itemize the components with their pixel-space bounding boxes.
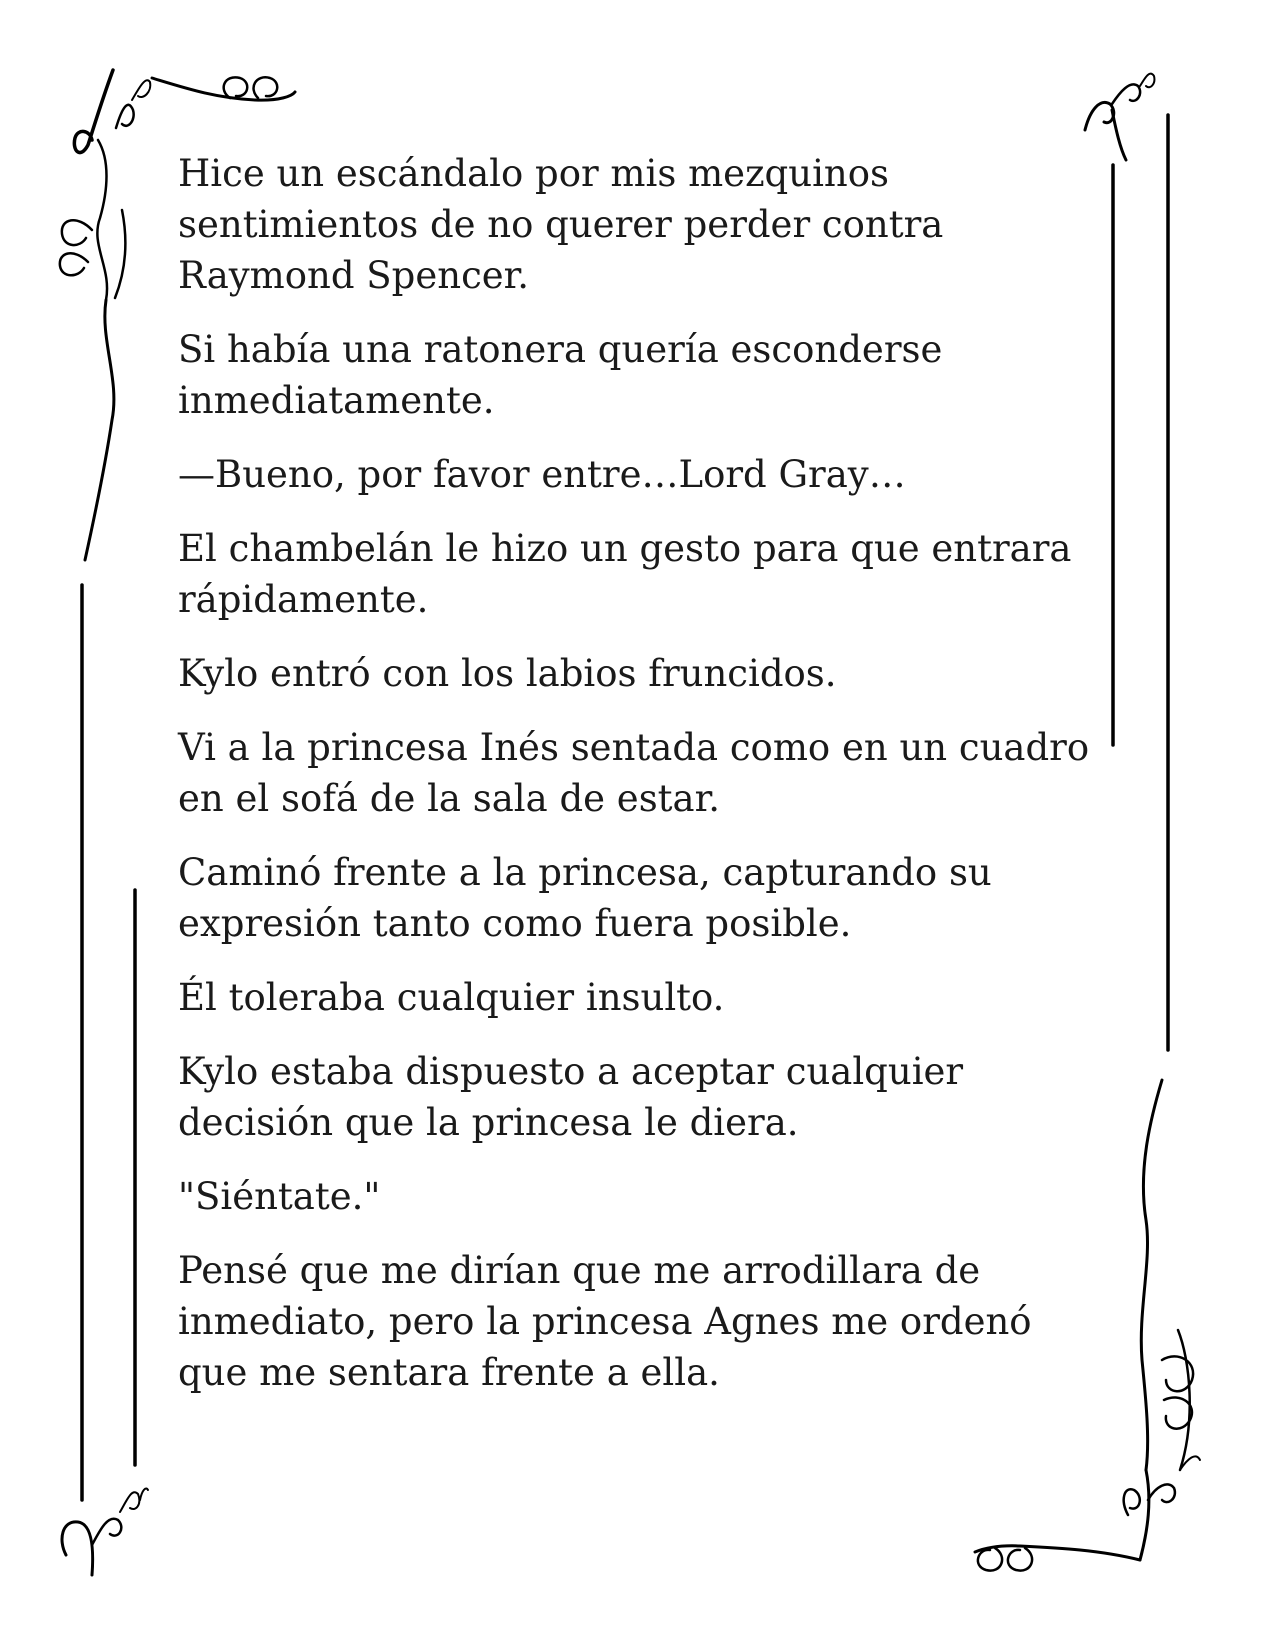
story-text	[178, 148, 1108, 1421]
paragraph: Kylo estaba dispuesto a aceptar cualquier decisión que la princesa le diera.	[178, 1050, 964, 1144]
flourish-bottom-left-icon	[62, 1488, 148, 1575]
paragraph: Kylo entró con los labios fruncidos.	[178, 652, 837, 695]
paragraph: El chambelán le hizo un gesto para que entrara rápidamente.	[178, 527, 1072, 621]
paragraph: Si había una ratonera quería esconderse inmediatamente.	[178, 328, 943, 422]
paragraph: Caminó frente a la princesa, capturando su expresión tanto como fuera posible.	[178, 851, 992, 945]
paragraph: Vi a la princesa Inés sentada como en un cuadro en el sofá de la sala de estar.	[178, 726, 1090, 820]
paragraph: Pensé que me dirían que me arrodillara de inmediato, pero la princesa Agnes me ordenó que me sentara frente a ella.	[178, 1249, 1032, 1394]
paragraph: Hice un escándalo por mis mezquinos sentimientos de no querer perder contra Raymond Spencer.	[178, 152, 944, 297]
paragraph: —Bueno, por favor entre…Lord Gray…	[178, 453, 906, 496]
paragraph: Él toleraba cualquier insulto.	[178, 976, 725, 1019]
paragraph: "Siéntate."	[178, 1175, 381, 1218]
